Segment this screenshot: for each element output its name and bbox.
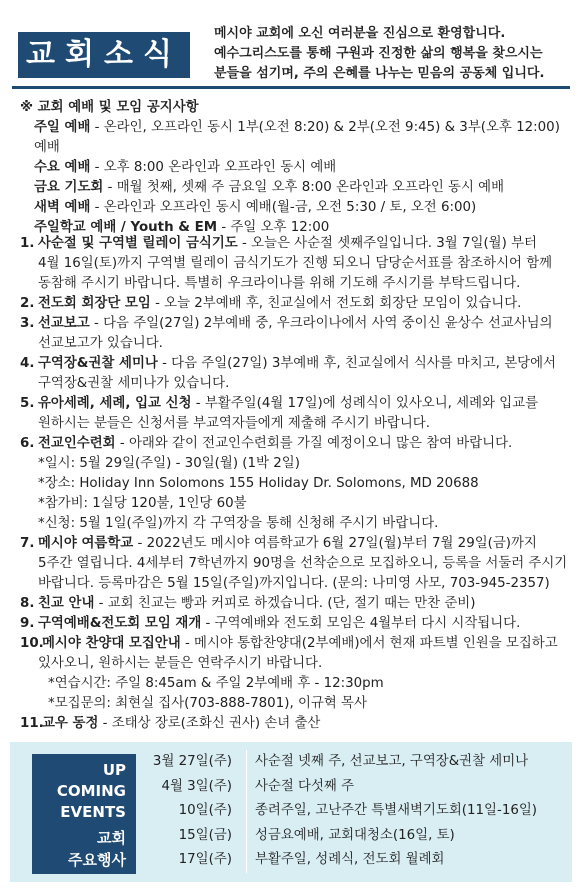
item-number: 9. [20, 616, 35, 631]
announcement-list [20, 234, 575, 734]
event-row [150, 750, 560, 775]
event-date: 15일(금) [178, 827, 232, 843]
item-number: 3. [20, 316, 35, 331]
notice-row [20, 158, 575, 178]
item-text: - 조태상 장로(조화신 권사) 손녀 출산 [98, 716, 321, 731]
header-divider [12, 86, 570, 89]
notice-heading: ※ 교회 예배 및 모임 공지사항 [20, 100, 199, 115]
event-row [150, 799, 560, 824]
item-continuation: 4월 16일(토)까지 구역별 릴레이 금식기도가 진행 되오니 담당순서표를 참조하시어 함께 [38, 256, 553, 271]
event-row [150, 775, 560, 800]
item-title: 교우 동정 [42, 716, 99, 731]
item-continuation: *참가비: 1실당 120불, 1인당 60불 [38, 496, 247, 511]
intro-text [214, 24, 574, 84]
item-continuation: *일시: 5월 29일(주일) - 30일(월) (1박 2일) [38, 456, 300, 471]
notice-row [20, 198, 575, 218]
item-number: 10. [20, 636, 44, 651]
item-title: 전도회 회장단 모임 [38, 296, 151, 311]
item-number: 8. [20, 596, 35, 611]
item-continuation: 있사오니, 원하시는 분들은 연락주시기 바랍니다. [38, 656, 323, 671]
event-separator [246, 750, 247, 775]
item-text: - 다음 주일(27일) 2부예배 중, 우크라이나에서 사역 중이신 윤상수 선교사님의 [89, 316, 553, 331]
item-continuation: *모집문의: 최현실 집사(703-888-7801), 이규혁 목사 [48, 696, 367, 711]
item-text: - 오늘 2부예배 후, 친교실에서 전도회 회장단 모임이 있습니다. [150, 296, 522, 311]
event-separator [246, 775, 247, 800]
item-title: 선교보고 [38, 316, 90, 331]
notice-label: 수요 예배 [34, 160, 91, 175]
event-date: 10일(주) [178, 803, 232, 818]
item-number: 4. [20, 356, 35, 371]
announcement-item [20, 714, 575, 734]
notice-text: - 주일 오후 12:00 [217, 220, 330, 235]
item-title: 사순절 및 구역별 릴레이 금식기도 [38, 236, 238, 251]
item-body [42, 634, 575, 654]
item-body [38, 294, 575, 314]
item-text: - 2022년도 메시야 여름학교가 6월 27일(월)부터 7월 29일(금)까지 [133, 536, 537, 551]
announcement-item [20, 294, 575, 314]
intro-line: 예수그리스도를 통해 구원과 진정한 삶의 행복을 찾으시는 [214, 46, 543, 61]
item-title: 구역예배&전도회 모임 재개 [38, 616, 202, 631]
event-date: 17일(주) [178, 852, 232, 867]
page-title: 교회소식 [18, 32, 190, 78]
event-desc: 사순절 넷째 주, 선교보고, 구역장&권찰 세미나 [255, 754, 529, 769]
item-number: 11. [20, 716, 44, 731]
event-date: 3월 27일(주) [152, 754, 232, 769]
notice-label: 주일 예배 [34, 120, 91, 135]
item-continuation: 동참해 주시기 바랍니다. 특별히 우크라이나를 위해 기도해 주시기를 부탁드립니다. [38, 276, 521, 291]
item-title: 유아세례, 세례, 입교 신청 [38, 396, 192, 411]
item-body [38, 434, 575, 454]
header [0, 0, 582, 92]
notice-row [20, 178, 575, 198]
notice-text: - 온라인과 오프라인 동시 예배(월-금, 오전 5:30 / 토, 오전 6:00) [90, 200, 477, 215]
announcement-item [20, 314, 575, 354]
item-continuation: 원하시는 분들은 신청서를 부교역자들에게 제출해 주시기 바랍니다. [38, 416, 430, 431]
announcement-item [20, 614, 575, 634]
item-text: - 오늘은 사순절 셋째주일입니다. 3월 7일(월) 부터 [237, 236, 537, 251]
item-text: - 교회 친교는 빵과 커피로 하겠습니다. (단, 절기 때는 만찬 준비) [94, 596, 476, 611]
item-text: - 메시야 통합찬양대(2부예배)에서 현재 파트별 인원을 모집하고 [180, 636, 558, 651]
event-desc: 사순절 다섯째 주 [255, 778, 355, 794]
badge-line: COMING [56, 782, 126, 800]
item-number: 7. [20, 536, 35, 551]
announcement-item [20, 434, 575, 534]
events-badge-en [32, 754, 126, 823]
item-continuation: *신청: 5월 1일(주일)까지 각 구역장을 통해 신청해 주시기 바랍니다. [38, 516, 439, 531]
notice-label: 주일학교 예배 / Youth & EM [34, 220, 218, 235]
item-continuation: *장소: Holiday Inn Solomons 155 Holiday Dr. Solomons, MD 20688 [38, 476, 479, 491]
item-number: 1. [20, 236, 35, 251]
item-body [38, 534, 575, 554]
event-row [150, 824, 560, 849]
item-continuation: *연습시간: 주일 8:45am & 주일 2부예배 후 - 12:30pm [48, 676, 384, 691]
item-number: 2. [20, 296, 35, 311]
announcement-item [20, 594, 575, 614]
notice-text: - 오후 8:00 온라인과 오프라인 동시 예배 [90, 160, 337, 175]
notice-label: 금요 기도회 [34, 180, 104, 195]
events-badge [32, 754, 136, 874]
event-desc: 성금요예배, 교회대청소(16일, 토) [255, 827, 455, 843]
upcoming-events [10, 742, 572, 882]
item-continuation: 바랍니다. 등록마감은 5월 15일(주일)까지입니다. (문의: 나미영 사모, 703-945-2357) [38, 576, 550, 591]
item-body [38, 614, 575, 634]
event-date: 4월 3일(주) [161, 778, 232, 794]
notice-text: - 매월 첫째, 셋째 주 금요일 오후 8:00 온라인과 오프라인 동시 예배 [103, 180, 505, 195]
notice-text: - 온라인, 오프라인 동시 1부(오전 8:20) & 2부(오전 9:45) & 3부(오후 12:00) 예배 [34, 120, 560, 155]
item-continuation: 5주간 열립니다. 4세부터 7학년까지 90명을 선착순으로 모집하오니, 등록을 서둘러 주시기 [38, 556, 568, 571]
item-body [38, 354, 575, 374]
item-title: 메시야 여름학교 [38, 536, 134, 551]
event-desc: 부활주일, 성례식, 전도회 월례회 [255, 852, 445, 867]
item-text: - 구역예배와 전도회 모임은 4월부터 다시 시작됩니다. [201, 616, 521, 631]
announcement-item [20, 234, 575, 294]
service-notice [20, 98, 575, 238]
badge-line: 주요행사 [68, 851, 126, 869]
item-continuation: 선교보고가 있습니다. [38, 336, 163, 351]
badge-line: 교회 [97, 829, 126, 847]
announcement-item [20, 354, 575, 394]
item-title: 메시야 찬양대 모집안내 [42, 636, 181, 651]
item-body [38, 234, 575, 254]
event-rows [150, 750, 560, 873]
item-number: 6. [20, 436, 35, 451]
intro-line: 메시야 교회에 오신 여러분을 진심으로 환영합니다. [214, 26, 506, 41]
badge-line: UP [102, 761, 126, 779]
event-separator [246, 799, 247, 824]
event-separator [246, 848, 247, 873]
announcement-item [20, 634, 575, 714]
item-body [42, 714, 575, 734]
announcement-item [20, 394, 575, 434]
events-badge-ko [32, 827, 126, 871]
item-text: - 부활주일(4월 17일)에 성례식이 있사오니, 세례와 입교를 [191, 396, 539, 411]
event-separator [246, 824, 247, 849]
item-continuation: 구역장&권찰 세미나가 있습니다. [38, 376, 230, 391]
item-body [38, 394, 575, 414]
badge-line: EVENTS [60, 803, 126, 821]
item-text: - 아래와 같이 전교인수련회를 가질 예정이오니 많은 참여 바랍니다. [115, 436, 513, 451]
item-body [38, 314, 575, 334]
item-number: 5. [20, 396, 35, 411]
event-row [150, 848, 560, 873]
notice-row [20, 118, 575, 158]
event-desc: 종려주일, 고난주간 특별새벽기도회(11일-16일) [255, 803, 538, 818]
item-text: - 다음 주일(27일) 3부예배 후, 친교실에서 식사를 마치고, 본당에서 [157, 356, 556, 371]
item-body [38, 594, 575, 614]
item-title: 친교 안내 [38, 596, 95, 611]
item-title: 전교인수련회 [38, 436, 116, 451]
intro-line: 분들을 섬기며, 주의 은혜를 나누는 믿음의 공동체 입니다. [214, 66, 545, 81]
announcement-item [20, 534, 575, 594]
item-title: 구역장&권찰 세미나 [38, 356, 158, 371]
notice-label: 새벽 예배 [34, 200, 91, 215]
